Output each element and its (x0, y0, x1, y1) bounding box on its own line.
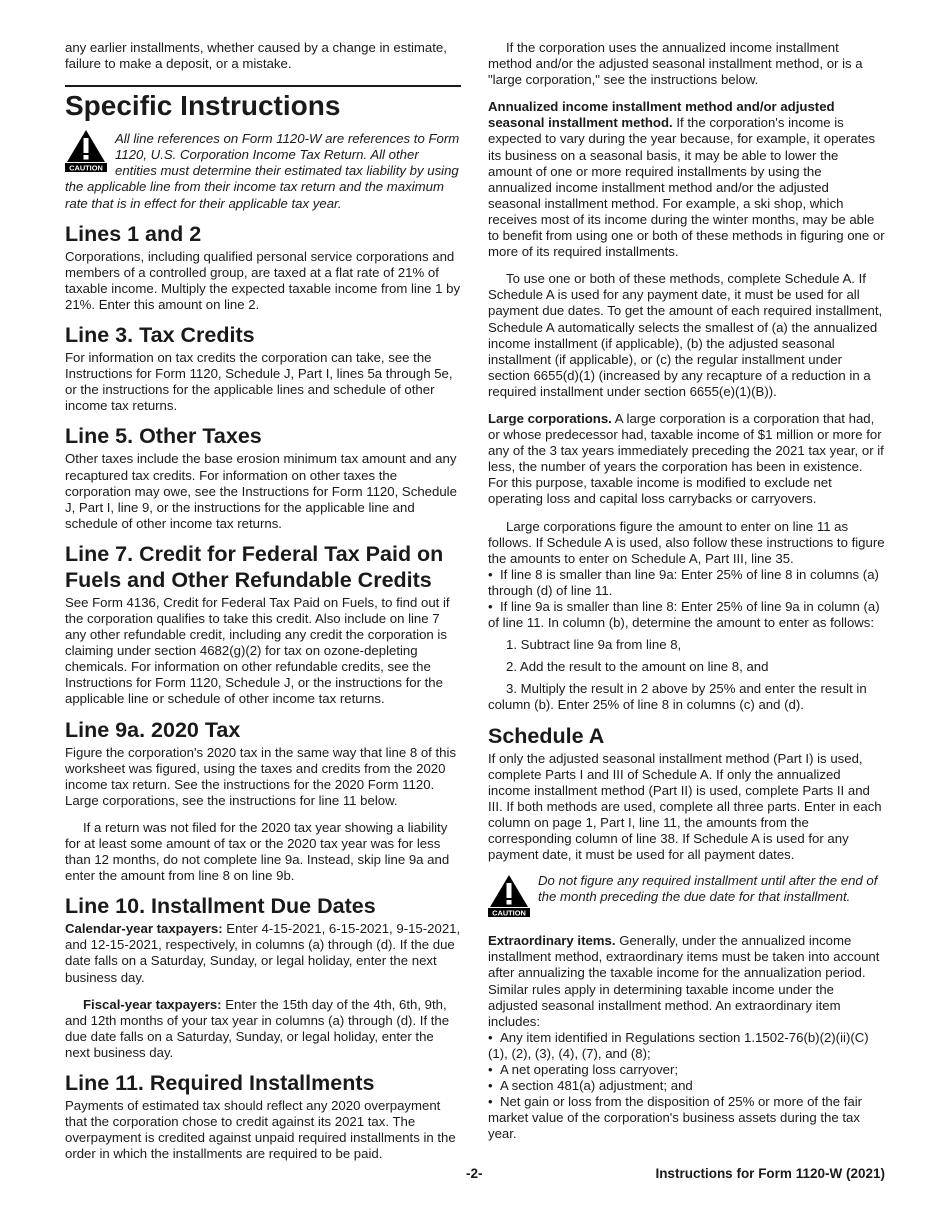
intro-paragraph: any earlier installments, whether caused by a change in estimate, failure to make a deposit, or a mistake. (65, 40, 447, 72)
step-item: 3. Multiply the result in 2 above by 25% and enter the result in column (b). Enter 25% of line 8 in columns (c) and (d). (488, 681, 867, 713)
calendar-year-paragraph: Calendar-year taxpayers: Enter 4-15-2021, 6-15-2021, 9-15-2021, and 12-15-2021, respectively, in columns (a) through (d). If the due date falls on a Saturday, Sunday, or legal holiday, enter the next business day. (65, 921, 461, 985)
bullet-item: • A net operating loss carryover; (488, 1061, 679, 1077)
section-title: Specific Instructions (65, 90, 341, 122)
page-number: -2- (466, 1166, 483, 1181)
right-intro-paragraph: If the corporation uses the annualized income installment method and/or the adjusted seasonal installment method, or is a "large corporation," see the instructions below. (488, 40, 863, 88)
fiscal-year-paragraph: Fiscal-year taxpayers: Enter the 15th day of the 4th, 6th, 9th, and 12th months of your tax year in columns (a) through (d). If the due date falls on a Saturday, Sunday, or legal holiday, enter the next business day. (65, 996, 450, 1060)
line-11-text: Payments of estimated tax should reflect any 2020 overpayment that the corporation chose to credit against its 2021 tax. The overpayment is credited against unpaid required installments in the order in which the installments are required to be paid. (65, 1098, 456, 1162)
schedule-a-text: If only the adjusted seasonal installment method (Part I) is used, complete Parts I and III of Schedule A. If only the annualized income installment method (Part II) is used, complete Parts II and III. If both methods are used, complete all three parts. Enter in each column on page 1, Part I, line 11, the amounts from the corresponding column of line 38. If Schedule A is used for any payment date, it must be used for all payment dates. (488, 750, 882, 863)
large-corporations-label: Large corporations. (488, 410, 612, 426)
heading-lines-1-2: Lines 1 and 2 (65, 221, 202, 246)
line-9a-text-2: If a return was not filed for the 2020 tax year showing a liability for at least some amount of tax or the 2020 tax year was for less than 12 months, do not complete line 9a. Instead, skip line 9a and enter the amount from line 8 on line 9b. (65, 819, 450, 884)
caution-icon (65, 128, 107, 177)
footer-title: Instructions for Form 1120-W (2021) (655, 1166, 885, 1181)
step-item: 1. Subtract line 9a from line 8, (506, 637, 682, 653)
bullet-item: • A section 481(a) adjustment; and (488, 1078, 693, 1094)
caution-label: CAUTION (492, 908, 526, 918)
schedule-a-use-paragraph: To use one or both of these methods, complete Schedule A. If Schedule A is used for any payment date, it must be used for all payment due dates. To get the amount of each required installment, Schedule A automatically selects the smallest of (a) the annualized income installment (if applicable), (b) the adjusted seasonal installment (if applicable), or (c) the regular installment under section 6655(d)(1) (increased by any recapture of a reduction in a required installment under section 6655(e)(1)(B)). (488, 271, 883, 399)
annualized-paragraph: Annualized income installment method and/or adjusted seasonal installment method. If the corporation's income is expected to vary during the year because, for example, it operates its business on a seasonal basis, it may be able to lower the amount of one or more required installments by using the annualized income installment method and/or the adjusted seasonal installment method. For example, a ski shop, which receives most of its income during the winter months, may be able to benefit from using one or both of these methods in figuring one or more of its required installments. (488, 99, 885, 260)
bullet-item: • If line 8 is smaller than line 9a: Enter 25% of line 8 in columns (a) through (d) of line 11. (488, 566, 879, 598)
bullet-item: • If line 9a is smaller than line 8: Enter 25% of line 9a in column (a) of line 11. In column (b), determine the amount to enter as follows: (488, 599, 880, 631)
caution-text: Do not figure any required installment until after the end of the month preceding the due date for that installment. (538, 873, 878, 905)
extraordinary-items-paragraph: Extraordinary items. Generally, under the annualized income installment method, extraordinary items must be taken into account after annualizing the taxable income for the annualization period. Similar rules apply in determining taxable income under the adjusted seasonal installment method. An extraordinary item includes: (488, 933, 880, 1029)
caution-icon (488, 873, 530, 922)
line-3-text: For information on tax credits the corporation can take, see the Instructions for Form 1120, Schedule J, Part I, lines 5a through 5e, or the instructions for the applicable lines and schedule of other income tax returns. (65, 350, 453, 414)
heading-line-3: Line 3. Tax Credits (65, 323, 255, 348)
large-corporations-paragraph: Large corporations. A large corporation is a corporation that had, or whose predecessor had, taxable income of $1 million or more for any of the 3 tax years immediately preceding the 2021 tax year, or if less, the number of years the corporation has been in existence. For this purpose, taxable income is modified to exclude net operating loss and capital loss carrybacks or carryovers. (488, 410, 884, 507)
bullet-item: • Any item identified in Regulations section 1.1502-76(b)(2)(ii)(C)(1), (2), (3), (4), (7), and (8); (488, 1029, 869, 1061)
large-corporations-paragraph-2: Large corporations figure the amount to enter on line 11 as follows. If Schedule A is used, also follow these instructions to figure the amounts to enter on Schedule A, Part III, line 35. (488, 518, 885, 566)
caution-label: CAUTION (69, 163, 103, 173)
heading-line-9a: Line 9a. 2020 Tax (65, 717, 241, 742)
heading-line-11: Line 11. Required Installments (65, 1071, 375, 1096)
right-column (488, 40, 885, 1142)
annualized-label: Annualized income installment method and/or adjusted seasonal installment method. (488, 99, 835, 131)
lines-1-2-text: Corporations, including qualified personal service corporations and members of a controlled group, are taxed at a flat rate of 21% of taxable income. Multiply the expected taxable income from line 1 by 21%. Enter this amount on line 2. (65, 248, 461, 312)
extraordinary-items-label: Extraordinary items. (488, 933, 616, 949)
left-column (65, 40, 461, 1162)
line-5-text: Other taxes include the base erosion minimum tax amount and any recaptured tax credits. For information on other taxes the corporation may owe, see the Instructions for Form 1120, Schedule J, Part I, line 9, or the instructions for the applicable line and schedule of other income tax returns. (65, 451, 457, 531)
calendar-year-label: Calendar-year taxpayers: (65, 921, 223, 937)
fiscal-year-label: Fiscal-year taxpayers: (83, 996, 222, 1012)
line-7-text: See Form 4136, Credit for Federal Tax Paid on Fuels, to find out if the corporation qualifies to take this credit. Also include on line 7 any other refundable credit, including any credit the corporation is claiming under section 4682(g)(2) for tax on ozone-depleting chemicals. For information on other refundable credits, see the Instructions for Form 1120, Schedule J, or the instructions for the applicable line or schedule of other income tax returns. (65, 594, 450, 707)
caution-block-2 (488, 873, 885, 922)
step-item: 2. Add the result to the amount on line 8, and (506, 659, 769, 675)
heading-schedule-a: Schedule A (488, 723, 605, 748)
heading-line-7: Line 7. Credit for Federal Tax Paid on Fuels and Other Refundable Credits (65, 541, 444, 592)
bullet-item: • Net gain or loss from the disposition of 25% or more of the fair market value of the corporation's business assets during the tax year. (488, 1094, 863, 1142)
section-divider (65, 85, 461, 87)
caution-text: All line references on Form 1120-W are references to Form 1120, U.S. Corporation Income Tax Return. All other entities must determine their estimated tax liability by using the applicable line from their income tax return and the maximum rate that is in effect for their applicable tax year. (65, 131, 460, 211)
heading-line-10: Line 10. Installment Due Dates (65, 894, 376, 919)
line-9a-text-1: Figure the corporation's 2020 tax in the same way that line 8 of this worksheet was figured, using the taxes and credits from the 2020 income tax return. See the instructions for the 2020 Form 1120. Large corporations, see the instructions for line 11 below. (65, 744, 457, 808)
heading-line-5: Line 5. Other Taxes (65, 424, 262, 449)
